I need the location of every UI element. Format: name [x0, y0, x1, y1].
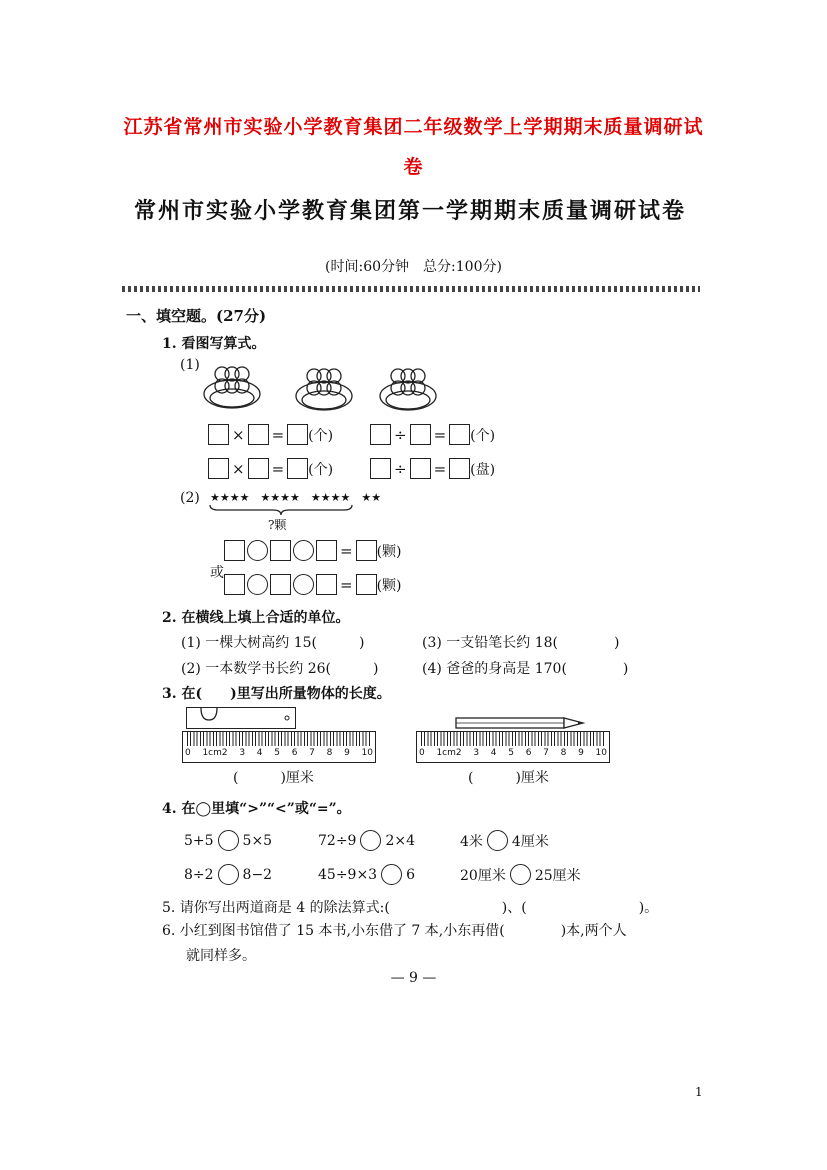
- answer-box[interactable]: [270, 574, 291, 595]
- answer-circle[interactable]: [293, 574, 314, 595]
- ruler-right: 0 1cm2 3 4 5 6 7 8 9 10: [416, 731, 610, 763]
- answer-box[interactable]: [449, 458, 470, 479]
- paper-title: 常州市实验小学教育集团第一学期期末质量调研试卷: [133, 198, 686, 224]
- q3-answer-left[interactable]: ( )厘米: [233, 770, 314, 786]
- answer-box[interactable]: [208, 458, 229, 479]
- document-title-line1: 江苏省常州市实验小学教育集团二年级数学上学期期末质量调研试: [123, 116, 704, 138]
- q1-sub2-row1: = (颗): [224, 540, 402, 561]
- q1-sub2-label: (2): [180, 490, 200, 506]
- q2-item-3: (3) 一支铅笔长约 18( ): [422, 635, 620, 651]
- q2-item-1: (1) 一棵大树高约 15( ): [181, 635, 365, 651]
- answer-circle[interactable]: [218, 864, 239, 885]
- answer-box[interactable]: [270, 540, 291, 561]
- or-label: 或: [210, 565, 224, 581]
- answer-box[interactable]: [370, 424, 391, 445]
- q3-answer-right[interactable]: ( )厘米: [468, 770, 549, 786]
- divider: [122, 286, 700, 292]
- q4-label: 4. 在◯里填“>”“<”或“=”。: [162, 801, 351, 817]
- q1-sub2-row2: = (颗): [224, 574, 402, 595]
- answer-box[interactable]: [316, 574, 337, 595]
- answer-box[interactable]: [287, 424, 308, 445]
- document-title-line2: 卷: [403, 156, 424, 178]
- answer-box[interactable]: [248, 458, 269, 479]
- q4-item-1: 5+5 5×5: [184, 830, 272, 851]
- answer-circle[interactable]: [247, 540, 268, 561]
- answer-circle[interactable]: [510, 864, 531, 885]
- answer-box[interactable]: [316, 540, 337, 561]
- apple-plates-illustration: [200, 352, 460, 414]
- q1-eq-row1-right: ÷ = (个): [370, 424, 495, 445]
- scan-page-number: — 9 —: [390, 970, 437, 986]
- section-heading: 一、填空题。(27分): [126, 307, 267, 325]
- q4-item-5: 45÷9×3 6: [318, 864, 415, 885]
- answer-box[interactable]: [410, 424, 431, 445]
- q4-item-3: 4米 4厘米: [460, 830, 549, 851]
- page-number: 1: [695, 1085, 703, 1099]
- stars-question: ?颗: [268, 518, 287, 532]
- answer-circle[interactable]: [218, 830, 239, 851]
- answer-box[interactable]: [208, 424, 229, 445]
- answer-box[interactable]: [224, 540, 245, 561]
- answer-box[interactable]: [248, 424, 269, 445]
- q6-line2: 就同样多。: [186, 948, 256, 964]
- plate-2: [296, 369, 352, 410]
- answer-box[interactable]: [356, 540, 377, 561]
- answer-circle[interactable]: [293, 540, 314, 561]
- ruler-left: 0 1cm2 3 4 5 6 7 8 9 10: [182, 731, 376, 763]
- q2-label: 2. 在横线上填上合适的单位。: [162, 610, 350, 626]
- answer-box[interactable]: [370, 458, 391, 479]
- answer-circle[interactable]: [381, 864, 402, 885]
- answer-box[interactable]: [224, 574, 245, 595]
- brace-icon: [208, 503, 354, 517]
- answer-box[interactable]: [287, 458, 308, 479]
- measured-object-eraser: [186, 707, 296, 729]
- stars-row: ★★★★ ★★★★ ★★★★ ★★: [210, 491, 382, 504]
- plate-1: [204, 367, 260, 408]
- q4-item-2: 72÷9 2×4: [318, 830, 415, 851]
- answer-circle[interactable]: [487, 830, 508, 851]
- answer-box[interactable]: [449, 424, 470, 445]
- q1-label: 1. 看图写算式。: [162, 336, 266, 352]
- q2-item-4: (4) 爸爸的身高是 170( ): [422, 661, 629, 677]
- q1-sub1-label: (1): [180, 357, 200, 373]
- paper-meta: (时间:60分钟 总分:100分): [325, 259, 502, 275]
- answer-box[interactable]: [356, 574, 377, 595]
- answer-circle[interactable]: [247, 574, 268, 595]
- q4-item-6: 20厘米 25厘米: [460, 864, 581, 885]
- answer-circle[interactable]: [360, 830, 381, 851]
- q1-eq-row1-left: × = (个): [208, 424, 333, 445]
- plate-3: [380, 369, 436, 410]
- q1-eq-row2-right: ÷ = (盘): [370, 458, 495, 479]
- q6-line1: 6. 小红到图书馆借了 15 本书,小东借了 7 本,小东再借( )本,两个人: [162, 923, 627, 939]
- q2-item-2: (2) 一本数学书长约 26( ): [181, 661, 379, 677]
- measured-object-pencil: [455, 715, 587, 731]
- q5-label: 5. 请你写出两道商是 4 的除法算式:( )、( )。: [162, 900, 659, 916]
- q4-item-4: 8÷2 8−2: [184, 864, 272, 885]
- answer-box[interactable]: [410, 458, 431, 479]
- q1-eq-row2-left: × = (个): [208, 458, 333, 479]
- q3-label: 3. 在( )里写出所量物体的长度。: [162, 686, 391, 702]
